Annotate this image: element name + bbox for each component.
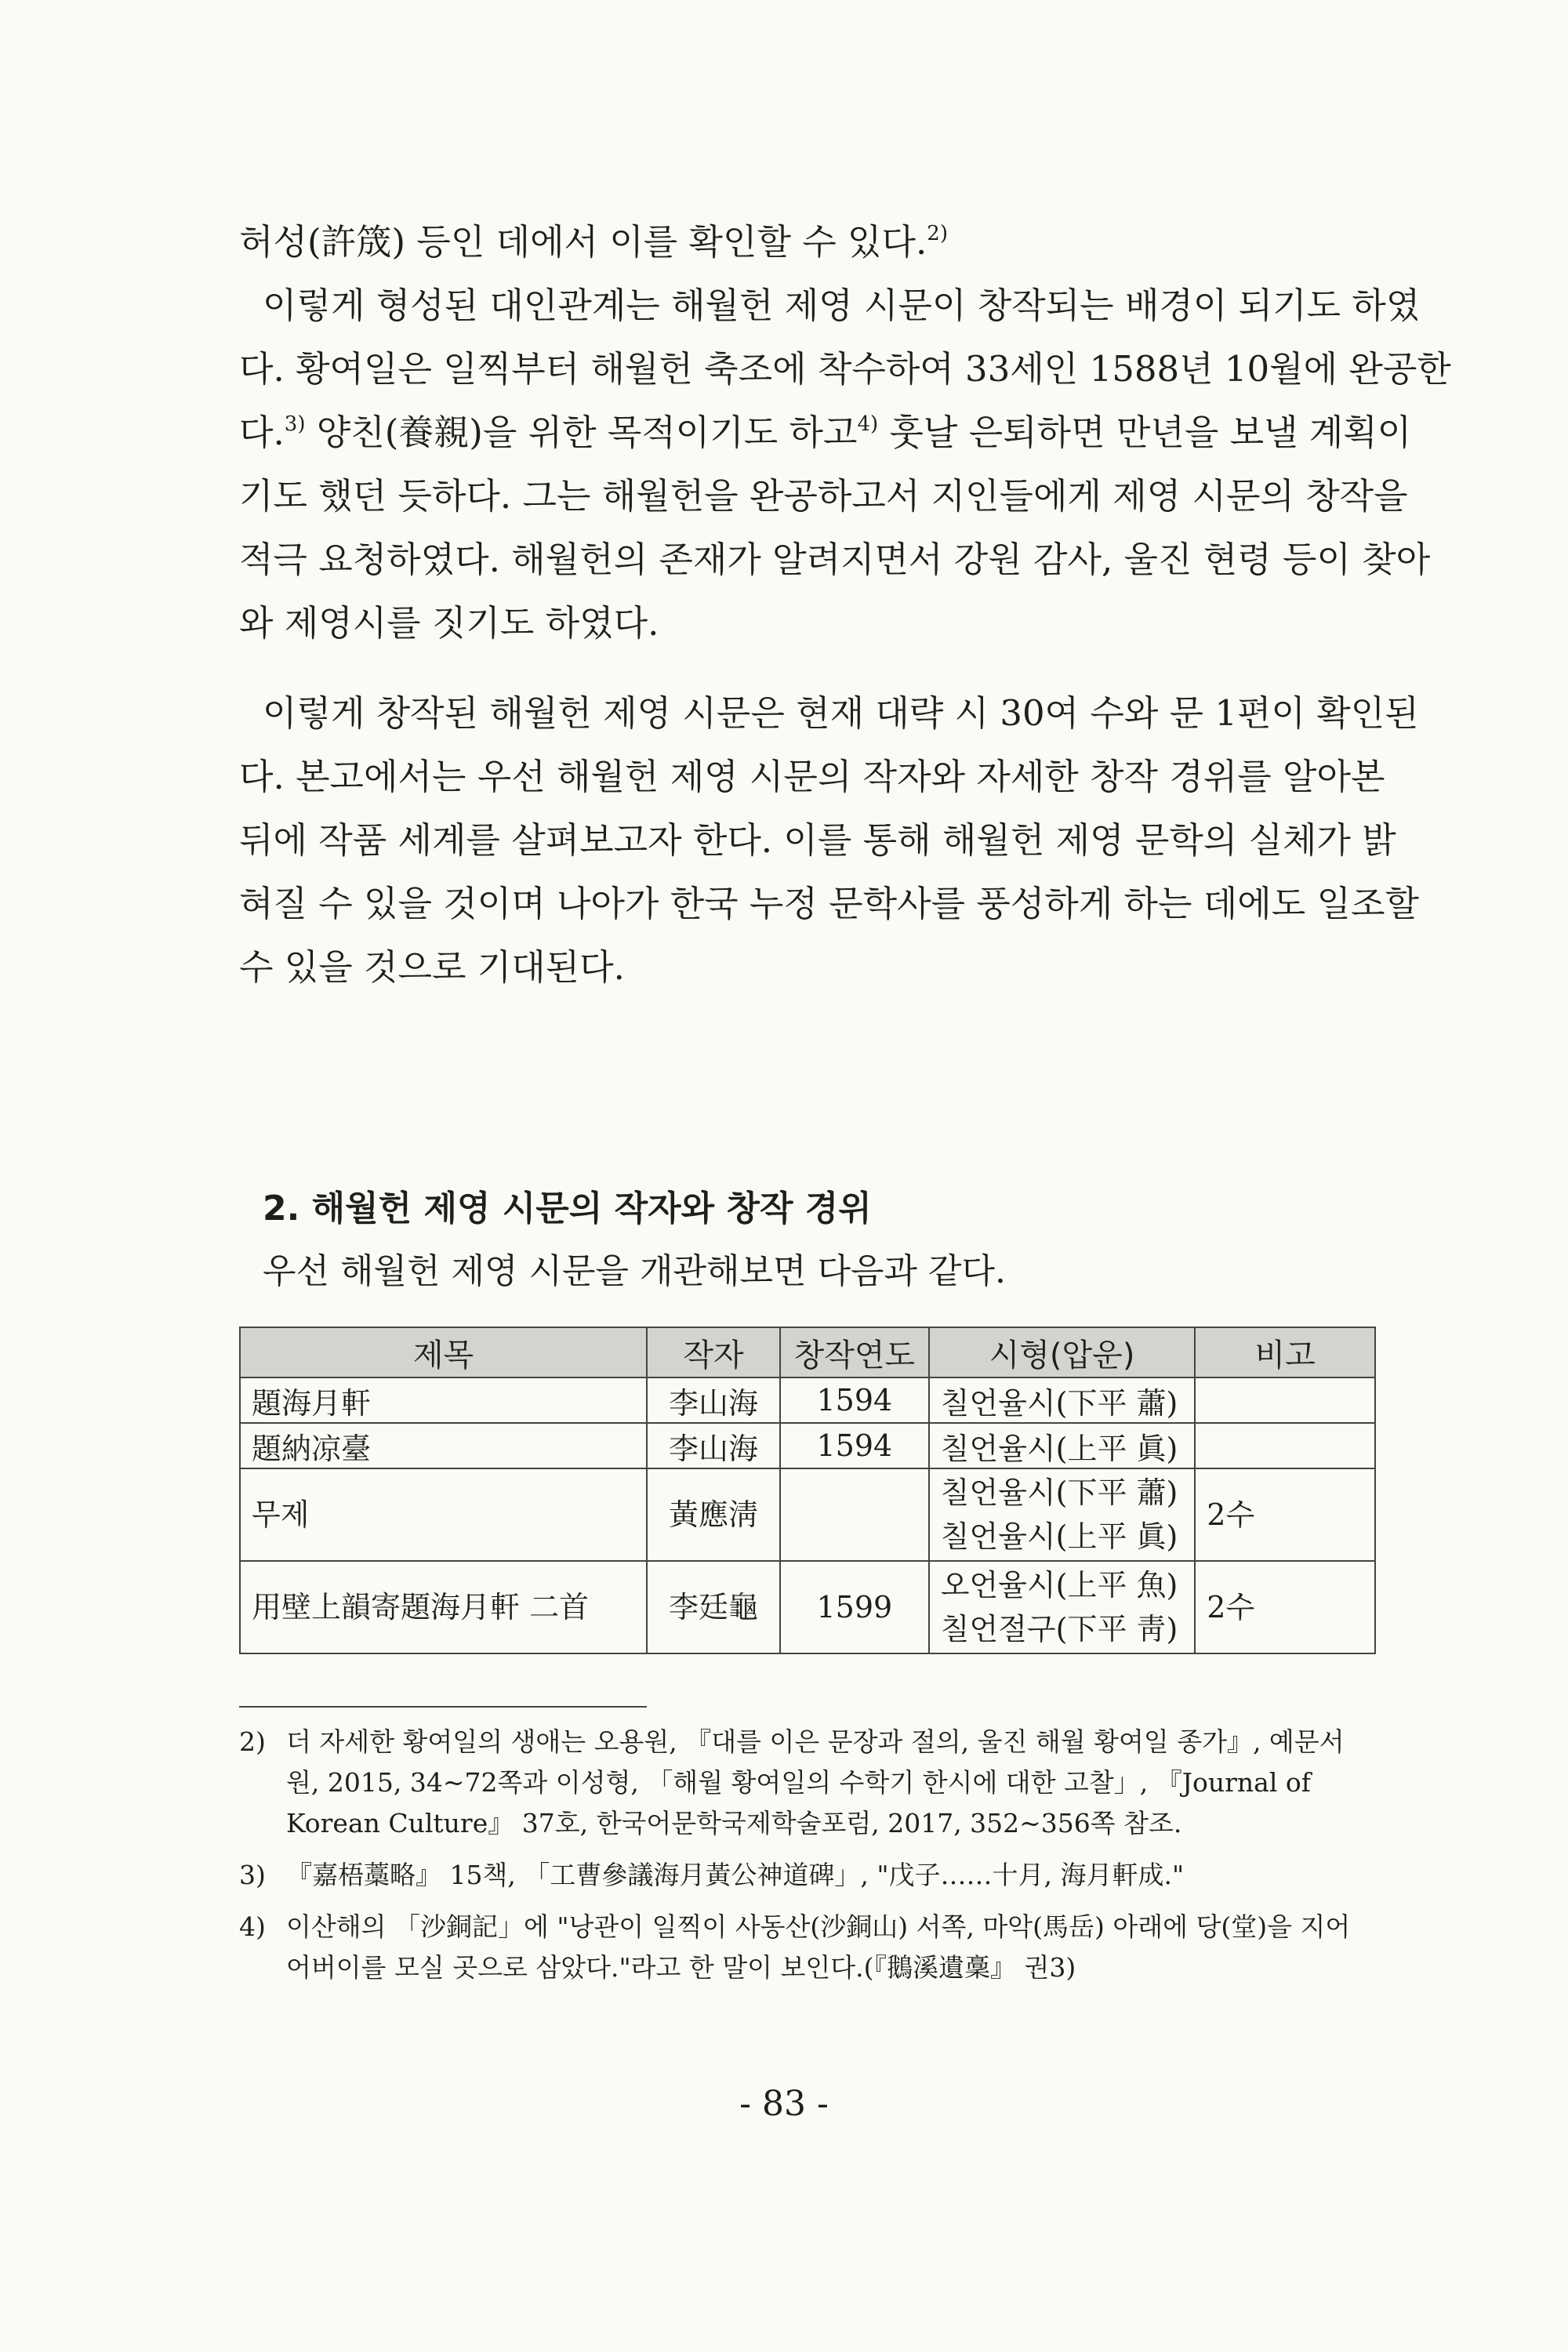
cell-year: 1599 <box>780 1561 929 1653</box>
cell-form: 칠언율시(上平 眞) <box>929 1423 1196 1468</box>
section-heading: 2. 해월헌 제영 시문의 작자와 창작 경위 <box>263 1189 872 1229</box>
text-line: 기도 했던 듯하다. 그는 해월헌을 완공하고서 지인들에게 제영 시문의 창작을 <box>239 475 1408 517</box>
table-row <box>240 1468 1375 1561</box>
cell-author: 李山海 <box>647 1377 780 1423</box>
footnote-4 <box>239 1907 1376 1988</box>
footnote-divider <box>239 1706 647 1708</box>
header-year: 창작연도 <box>780 1327 929 1377</box>
cell-note: 2수 <box>1195 1468 1375 1561</box>
text-line: 이렇게 창작된 해월헌 제영 시문은 현재 대략 시 30여 수와 문 1편이 확인된 <box>263 692 1419 734</box>
table-row <box>240 1423 1375 1468</box>
cell-note <box>1195 1423 1375 1468</box>
text-line: 뒤에 작품 세계를 살펴보고자 한다. 이를 통해 해월헌 제영 문학의 실체가 밝 <box>239 819 1396 861</box>
cell-author: 李山海 <box>647 1423 780 1468</box>
footnote-text: 『嘉梧藁略』 15책, 「工曹參議海月黃公神道碑」, "戊子……十月, 海月軒成." <box>286 1860 1185 1890</box>
text-line: 수 있을 것으로 기대된다. <box>239 946 625 988</box>
cell-year: 1594 <box>780 1423 929 1468</box>
form-line: 칠언율시(上平 眞) <box>940 1519 1178 1554</box>
cell-year <box>780 1468 929 1561</box>
form-line: 칠언율시(下平 蕭) <box>940 1475 1178 1510</box>
text-line <box>239 401 1412 464</box>
text-line: 혀질 수 있을 것이며 나아가 한국 누정 문학사를 풍성하게 하는 데에도 일조할 <box>239 883 1419 924</box>
cell-note: 2수 <box>1195 1561 1375 1653</box>
text-line: 적극 요청하였다. 해월헌의 존재가 알려지면서 강원 감사, 울진 현령 등이 찾아 <box>239 539 1431 580</box>
text-line: 이렇게 형성된 대인관계는 해월헌 제영 시문이 창작되는 배경이 되기도 하였 <box>263 285 1421 326</box>
text-run: 허성(許筬) 등인 데에서 이를 확인할 수 있다. <box>239 221 927 263</box>
cell-form <box>929 1468 1196 1561</box>
cell-form: 칠언율시(下平 蕭) <box>929 1377 1196 1423</box>
table-header-row <box>240 1327 1375 1377</box>
cell-title: 무제 <box>240 1468 647 1561</box>
footnote-2 <box>239 1722 1376 1844</box>
form-line: 오언율시(上平 魚) <box>940 1568 1178 1602</box>
cell-title: 用壁上韻寄題海月軒 二首 <box>240 1561 647 1653</box>
section-intro: 우선 해월헌 제영 시문을 개관해보면 다음과 같다. <box>263 1251 1006 1291</box>
text-line: 와 제영시를 짓기도 하였다. <box>239 602 659 644</box>
cell-form <box>929 1561 1196 1653</box>
page-number: - 83 - <box>739 2084 829 2124</box>
form-line: 칠언절구(下平 靑) <box>940 1612 1178 1646</box>
text-line: 다. 황여일은 일찍부터 해월헌 축조에 착수하여 33세인 1588년 10월에 완공한 <box>239 348 1451 390</box>
footnotes <box>239 1722 1376 1999</box>
footnote-ref-4[interactable]: 4) <box>857 412 879 436</box>
cell-note <box>1195 1377 1375 1423</box>
footnote-number: 2) <box>239 1726 266 1757</box>
table-row <box>240 1377 1375 1423</box>
paragraph-3 <box>239 681 1419 999</box>
cell-author: 李廷龜 <box>647 1561 780 1653</box>
table-row <box>240 1561 1375 1653</box>
cell-year: 1594 <box>780 1377 929 1423</box>
text-line <box>239 210 1376 274</box>
paragraph-2 <box>239 274 1451 655</box>
cell-author: 黃應淸 <box>647 1468 780 1561</box>
paragraph-1 <box>239 210 1376 274</box>
footnote-3 <box>239 1855 1376 1896</box>
header-author: 작자 <box>647 1327 780 1377</box>
header-note: 비고 <box>1195 1327 1375 1377</box>
works-table <box>239 1327 1376 1654</box>
footnote-number: 3) <box>239 1860 266 1890</box>
cell-title: 題海月軒 <box>240 1377 647 1423</box>
header-title: 제목 <box>240 1327 647 1377</box>
footnote-text: 더 자세한 황여일의 생애는 오용원, 『대를 이은 문장과 절의, 울진 해월 황여일 종가』, 예문서원, 2015, 34~72쪽과 이성형, 「해월 황여일의 수학기 한시에 대한 고찰」, 『Journal of Korean Culture』 37호, 한국어문학국제학술포럼, 2017, 352~356쪽 참조. <box>286 1726 1345 1838</box>
text-line: 다. 본고에서는 우선 해월헌 제영 시문의 작자와 자세한 창작 경위를 알아본 <box>239 756 1385 797</box>
footnote-number: 4) <box>239 1911 266 1942</box>
footnote-ref-2[interactable]: 2) <box>927 222 948 245</box>
header-form: 시형(압운) <box>929 1327 1196 1377</box>
footnote-text: 이산해의 「沙銅記」에 "낭관이 일찍이 사동산(沙銅山) 서쪽, 마악(馬岳) 아래에 당(堂)을 지어 어버이를 모실 곳으로 삼았다."라고 한 말이 보인다.(『鵝溪遺稾』 권3) <box>286 1911 1351 1983</box>
text-run: 훗날 은퇴하면 만년을 보낼 계획이 <box>878 412 1412 453</box>
footnote-ref-3[interactable]: 3) <box>284 412 306 436</box>
cell-title: 題納凉臺 <box>240 1423 647 1468</box>
text-run: 양친(養親)을 위한 목적이기도 하고 <box>305 412 858 453</box>
text-run: 다. <box>239 412 285 453</box>
